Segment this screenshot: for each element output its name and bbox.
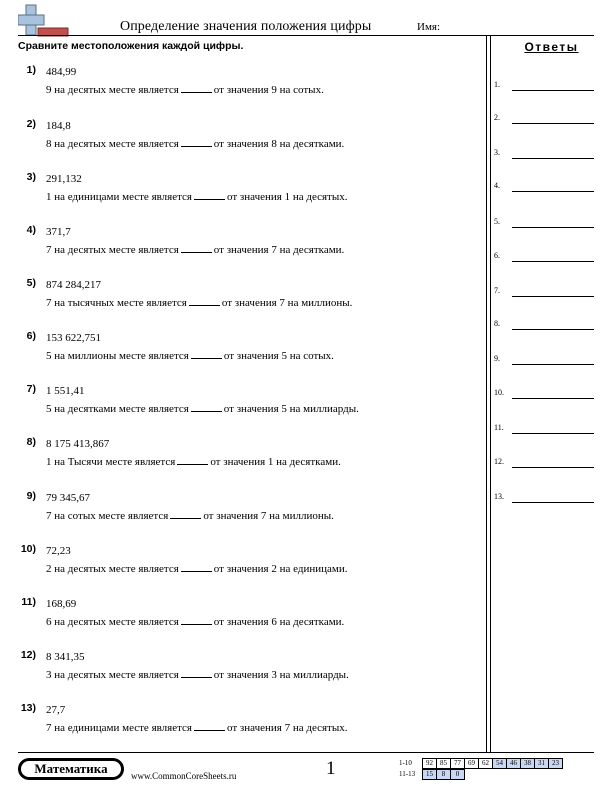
answer-line: [512, 502, 594, 503]
problem-number: 3): [26, 171, 36, 183]
problem-statement: [46, 296, 352, 309]
answer-blank[interactable]: [189, 296, 220, 306]
answer-number: 5.: [494, 217, 500, 226]
score-cell: 62: [479, 759, 493, 769]
answer-line: [512, 433, 594, 434]
problem-statement: [46, 190, 348, 203]
problem-statement: [46, 349, 334, 362]
statement-end: от значения 3 на миллиарды.: [213, 669, 349, 681]
statement-start: 1 на единицами месте является: [46, 191, 192, 203]
problem-number: 4): [26, 224, 36, 236]
problem-statement: [46, 668, 349, 681]
answer-blank[interactable]: [181, 562, 212, 572]
score-cell: 0: [451, 770, 465, 780]
worksheet-title: Определение значения положения цифры: [120, 19, 372, 34]
answer-blank[interactable]: [191, 349, 222, 359]
problem-number: 1): [26, 64, 36, 76]
answer-number: 4.: [494, 181, 500, 190]
answer-line: [512, 296, 594, 297]
problem-value: 874 284,217: [46, 279, 101, 291]
plus-minus-logo-icon: [18, 4, 70, 38]
instructions: Сравните местоположения каждой цифры.: [18, 40, 244, 52]
problem-number: 6): [26, 330, 36, 342]
problem-number: 7): [26, 383, 36, 395]
header-divider: [18, 35, 594, 36]
answer-slot[interactable]: [494, 319, 594, 333]
score-cell: 8: [437, 770, 451, 780]
statement-start: 7 на сотых месте является: [46, 510, 169, 522]
problem-value: 8 341,35: [46, 651, 85, 663]
answer-slot[interactable]: [494, 492, 594, 506]
score-row: [422, 758, 563, 769]
statement-end: от значения 7 на десятками.: [213, 244, 345, 256]
statement-end: от значения 7 на миллионы.: [221, 297, 353, 309]
problem-value: 291,132: [46, 173, 82, 185]
score-cell: 31: [535, 759, 549, 769]
score-cell: 85: [437, 759, 451, 769]
answer-slot[interactable]: [494, 181, 594, 195]
problem-statement: [46, 83, 324, 96]
statement-start: 8 на десятых месте является: [46, 138, 179, 150]
answer-blank[interactable]: [181, 615, 212, 625]
answer-number: 12.: [494, 457, 504, 466]
answer-line: [512, 191, 594, 192]
problem-statement: [46, 137, 344, 150]
answer-number: 1.: [494, 80, 500, 89]
answer-blank[interactable]: [194, 190, 225, 200]
answer-slot[interactable]: [494, 388, 594, 402]
statement-start: 7 на тысячных месте является: [46, 297, 187, 309]
statement-start: 5 на миллионы месте является: [46, 350, 189, 362]
score-cell: 77: [451, 759, 465, 769]
statement-start: 9 на десятых месте является: [46, 84, 179, 96]
score-cell: 69: [465, 759, 479, 769]
statement-end: от значения 1 на десятых.: [227, 191, 348, 203]
problem-value: 184,8: [46, 120, 71, 132]
answer-slot[interactable]: [494, 148, 594, 162]
problem-number: 8): [26, 436, 36, 448]
answer-slot[interactable]: [494, 354, 594, 368]
answer-blank[interactable]: [181, 243, 212, 253]
column-divider: [490, 36, 491, 752]
statement-end: от значения 5 на сотых.: [223, 350, 334, 362]
answer-blank[interactable]: [181, 83, 212, 93]
answer-blank[interactable]: [170, 509, 201, 519]
statement-start: 2 на десятых месте является: [46, 563, 179, 575]
problem-value: 27,7: [46, 704, 66, 716]
problem-value: 1 551,41: [46, 385, 85, 397]
brand-label: Математика: [21, 761, 121, 777]
answer-slot[interactable]: [494, 286, 594, 300]
answer-line: [512, 261, 594, 262]
statement-start: 1 на Тысячи месте является: [46, 456, 176, 468]
answer-line: [512, 227, 594, 228]
answer-slot[interactable]: [494, 80, 594, 94]
footer-divider: [18, 752, 594, 753]
problem-number: 10): [20, 543, 36, 555]
answer-number: 7.: [494, 286, 500, 295]
answer-slot[interactable]: [494, 113, 594, 127]
answer-number: 2.: [494, 113, 500, 122]
website-link: www.CommonCoreSheets.ru: [131, 771, 237, 781]
answer-number: 6.: [494, 251, 500, 260]
statement-end: от значения 2 на единицами.: [213, 563, 348, 575]
statement-end: от значения 1 на десятками.: [210, 456, 341, 468]
problem-value: 79 345,67: [46, 492, 90, 504]
answer-line: [512, 467, 594, 468]
problem-statement: [46, 615, 344, 628]
problem-value: 72,23: [46, 545, 71, 557]
problem-statement: [46, 509, 334, 522]
problem-number: 12): [20, 649, 36, 661]
score-cell: 46: [507, 759, 521, 769]
statement-end: от значения 8 на десятками.: [213, 138, 345, 150]
answer-number: 13.: [494, 492, 504, 501]
problem-number: 13): [20, 702, 36, 714]
answer-slot[interactable]: [494, 217, 594, 231]
answer-line: [512, 90, 594, 91]
problem-number: 2): [26, 118, 36, 130]
statement-end: от значения 6 на десятками.: [213, 616, 345, 628]
answer-slot[interactable]: [494, 251, 594, 265]
answer-blank[interactable]: [181, 668, 212, 678]
problem-value: 371,7: [46, 226, 71, 238]
statement-start: 6 на десятых месте является: [46, 616, 179, 628]
answer-number: 3.: [494, 148, 500, 157]
problem-number: 5): [26, 277, 36, 289]
score-row-label: 11-13: [399, 770, 416, 778]
score-row: [422, 769, 465, 780]
statement-end: от значения 7 на десятых.: [227, 722, 348, 734]
answer-number: 11.: [494, 423, 504, 432]
problem-statement: [46, 243, 344, 256]
score-cell: 23: [549, 759, 563, 769]
answer-blank[interactable]: [181, 137, 212, 147]
column-divider: [486, 36, 487, 752]
name-label: Имя:: [417, 21, 441, 33]
answers-title: Ответы: [524, 40, 579, 54]
answer-line: [512, 158, 594, 159]
statement-start: 5 на десятками месте является: [46, 403, 189, 415]
brand-badge: [18, 758, 124, 780]
answer-number: 9.: [494, 354, 500, 363]
answer-line: [512, 329, 594, 330]
score-row-label: 1-10: [399, 759, 412, 767]
statement-start: 7 на десятых месте является: [46, 244, 179, 256]
score-cell: 54: [493, 759, 507, 769]
problem-value: 8 175 413,867: [46, 438, 110, 450]
answer-slot[interactable]: [494, 457, 594, 471]
statement-end: от значения 7 на миллионы.: [203, 510, 334, 522]
statement-end: от значения 5 на миллиарды.: [223, 403, 359, 415]
problem-number: 11): [21, 596, 36, 608]
statement-start: 7 на единицами месте является: [46, 722, 192, 734]
problem-value: 153 622,751: [46, 332, 101, 344]
problem-statement: [46, 455, 341, 468]
statement-start: 3 на десятых месте является: [46, 669, 179, 681]
answer-line: [512, 364, 594, 365]
answer-blank[interactable]: [177, 455, 208, 465]
problem-value: 484,99: [46, 66, 77, 78]
answer-line: [512, 123, 594, 124]
problem-statement: [46, 721, 348, 734]
answer-number: 10.: [494, 388, 504, 397]
statement-end: от значения 9 на сотых.: [213, 84, 324, 96]
problem-statement: [46, 402, 359, 415]
answer-number: 8.: [494, 319, 500, 328]
score-cell: 15: [423, 770, 437, 780]
problem-statement: [46, 562, 348, 575]
answer-line: [512, 398, 594, 399]
answer-blank[interactable]: [191, 402, 222, 412]
problem-number: 9): [26, 490, 36, 502]
answer-slot[interactable]: [494, 423, 594, 437]
answer-blank[interactable]: [194, 721, 225, 731]
score-cell: 38: [521, 759, 535, 769]
problem-value: 168,69: [46, 598, 77, 610]
score-cell: 92: [423, 759, 437, 769]
page-number: 1: [326, 758, 336, 779]
